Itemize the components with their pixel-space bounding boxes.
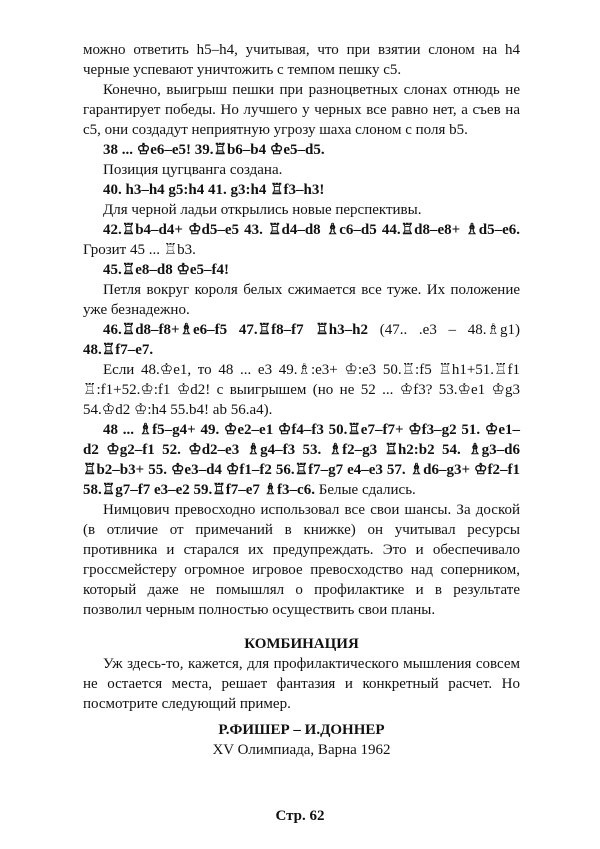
- comment-text: Грозит 45 ... ♖b3.: [83, 242, 196, 258]
- game-title: Р.ФИШЕР – И.ДОННЕР: [218, 722, 385, 738]
- paragraph: можно ответить h5–h4, учитывая, что при взятии слоном на h4 черные успевают уничтожить с темпом пешку с5.: [83, 42, 520, 78]
- move-text: 46.♖d8–f8+♗e6–f5 47.♖f8–f7 ♖h3–h2: [103, 322, 368, 338]
- paragraph: Конечно, выигрыш пешки при разноцветных слонах отнюдь не гарантирует победы. Но лучшего у черных все равно нет, а съев на с5, они создадут неприятную угрозу шаха слоном с поля b5.: [83, 82, 520, 138]
- comment-text: Белые сдались.: [314, 482, 416, 498]
- paragraph: Для черной ладьи открылись новые перспективы.: [103, 202, 422, 218]
- move-line: [83, 320, 520, 360]
- paragraph: Позиция цугцванга создана.: [103, 162, 283, 178]
- move-line: 38 ... ♔e6–e5! 39.♖b6–b4 ♔e5–d5.: [103, 142, 325, 158]
- move-line: [83, 220, 520, 260]
- game-event: XV Олимпиада, Варна 1962: [212, 742, 391, 758]
- move-text: 48.♖f7–e7.: [83, 342, 154, 358]
- paragraph: Петля вокруг короля белых сжимается все туже. Их положение уже безнадежно.: [83, 282, 520, 318]
- move-text: 48 ... ♗f5–g4+ 49. ♔e2–e1 ♔f4–f3 50.♖e7–f7+ ♔f3–g2 51. ♔e1–d2 ♔g2–f1 52. ♔d2–e3 ♗g4–f3 53. ♗f2–g3 ♖h2:b2 54. ♗g3–d6 ♖b2–b3+ 55. ♔e3–d4 ♔f1–f2 56.♖f7–g7 e4–e3 57. ♗d6–g3+ ♔f2–f1 58.♖g7–f7 e3–e2 59.♖f7–e7 ♗f3–c6.: [83, 422, 520, 498]
- move-text: 42.♖b4–d4+ ♔d5–e5 43. ♖d4–d8 ♗c6–d5 44.♖d8–e8+ ♗d5–e6.: [103, 222, 520, 238]
- comment-text: (47.. .e3 – 48.♗g1): [367, 322, 520, 338]
- move-line: 45.♖e8–d8 ♔e5–f4!: [103, 262, 230, 278]
- page-body: [83, 40, 520, 760]
- paragraph: Если 48.♔e1, то 48 ... e3 49.♗:e3+ ♔:e3 50.♖:f5 ♖h1+51.♖f1 ♖:f1+52.♔:f1 ♔d2! с выигрышем (но не 52 ... ♔f3? 53.♔e1 ♔g3 54.♔d2 ♔:h4 55.b4! ab 56.a4).: [83, 362, 520, 418]
- paragraph: Нимцович превосходно использовал все свои шансы. За доской (в отличие от примечаний в книжке) он учитывал ресурсы противника и старался их предупреждать. Это и обеспечивало гроссмейстеру огромное игровое превосходство над соперником, который даже не помышлял о профилактике и в результате позволил черным полностью осуществить свои планы.: [83, 502, 520, 618]
- page-number: Стр. 62: [275, 808, 325, 824]
- move-line: 40. h3–h4 g5:h4 41. g3:h4 ♖f3–h3!: [103, 182, 325, 198]
- paragraph: Уж здесь-то, кажется, для профилактического мышления совсем не остается места, решает фантазия и конкретный расчет. Но посмотрите следующий пример.: [83, 656, 520, 712]
- move-line: [83, 420, 520, 500]
- section-title: КОМБИНАЦИЯ: [244, 636, 359, 652]
